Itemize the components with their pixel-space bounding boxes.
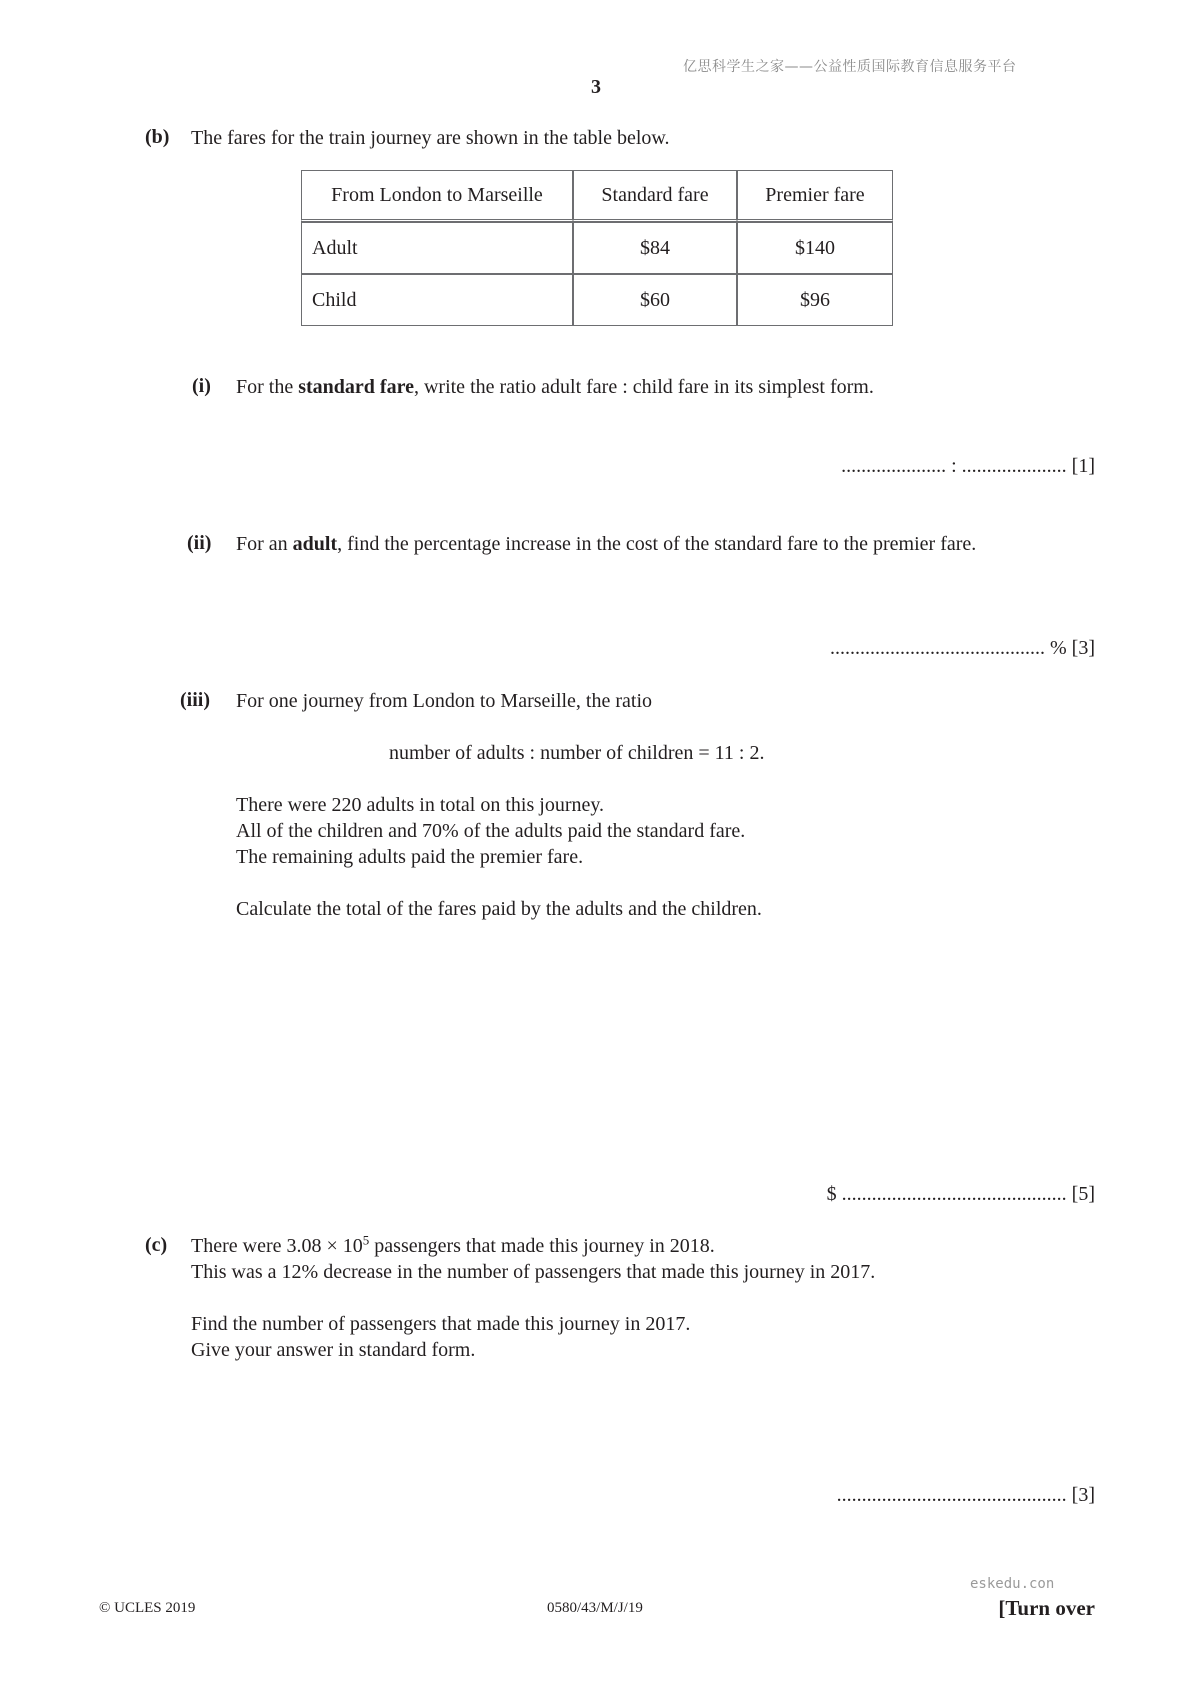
- row-type: Adult: [301, 222, 573, 274]
- q-iii-line: All of the children and 70% of the adults paid the standard fare.: [236, 820, 746, 842]
- copyright: © UCLES 2019: [99, 1600, 196, 1616]
- part-c-label: (c): [145, 1234, 168, 1256]
- part-c-answer-line[interactable]: .............................................. [3]: [836, 1484, 1095, 1506]
- header-standard-fare: Standard fare: [573, 170, 737, 222]
- q-ii-label: (ii): [187, 532, 212, 554]
- q-iii-line: The remaining adults paid the premier fare.: [236, 846, 584, 868]
- standard-fare-value: $60: [573, 274, 737, 326]
- q-i-text: For the standard fare, write the ratio adult fare : child fare in its simplest form.: [236, 376, 874, 398]
- part-b-intro: The fares for the train journey are shown in the table below.: [191, 127, 670, 149]
- q-i-answer-line[interactable]: ..................... : ..................... [1]: [841, 455, 1095, 477]
- q-iii-ratio: number of adults : number of children = 11 : 2.: [389, 742, 765, 764]
- q-iii-instruction: Calculate the total of the fares paid by the adults and the children.: [236, 898, 762, 920]
- standard-fare-value: $84: [573, 222, 737, 274]
- part-c-line3: Find the number of passengers that made this journey in 2017.: [191, 1313, 691, 1335]
- fares-table: [301, 170, 893, 326]
- table-row: [301, 274, 893, 326]
- part-c-line1: There were $3.08 \times 10^5$ passengers that made this journey in 2018.: [191, 1232, 715, 1257]
- q-ii-text: For an adult, find the percentage increase in the cost of the standard fare to the premier fare.: [236, 533, 977, 555]
- paper-code: 0580/43/M/J/19: [547, 1600, 643, 1616]
- watermark: eskedu.con: [970, 1576, 1055, 1592]
- row-type: Child: [301, 274, 573, 326]
- site-banner: 亿思科学生之家——公益性质国际教育信息服务平台: [683, 59, 1017, 75]
- header-premier-fare: Premier fare: [737, 170, 893, 222]
- table-header-row: [301, 170, 893, 222]
- header-route: From London to Marseille: [301, 170, 573, 222]
- turn-over: [Turn over: [998, 1596, 1095, 1620]
- q-iii-line: There were 220 adults in total on this journey.: [236, 794, 605, 816]
- q-iii-intro: For one journey from London to Marseille, the ratio: [236, 690, 653, 712]
- q-iii-answer-line[interactable]: $ ............................................. [5]: [826, 1183, 1095, 1205]
- q-ii-answer-line[interactable]: ........................................... % [3]: [830, 637, 1095, 659]
- q-i-label: (i): [192, 375, 211, 397]
- premier-fare-value: $140: [737, 222, 893, 274]
- part-c-line4: Give your answer in standard form.: [191, 1339, 476, 1361]
- page-number: 3: [591, 76, 601, 98]
- part-b-label: (b): [145, 126, 170, 148]
- q-iii-label: (iii): [180, 689, 210, 711]
- part-c-line2: This was a 12% decrease in the number of passengers that made this journey in 2017.: [191, 1261, 876, 1283]
- premier-fare-value: $96: [737, 274, 893, 326]
- table-row: [301, 222, 893, 274]
